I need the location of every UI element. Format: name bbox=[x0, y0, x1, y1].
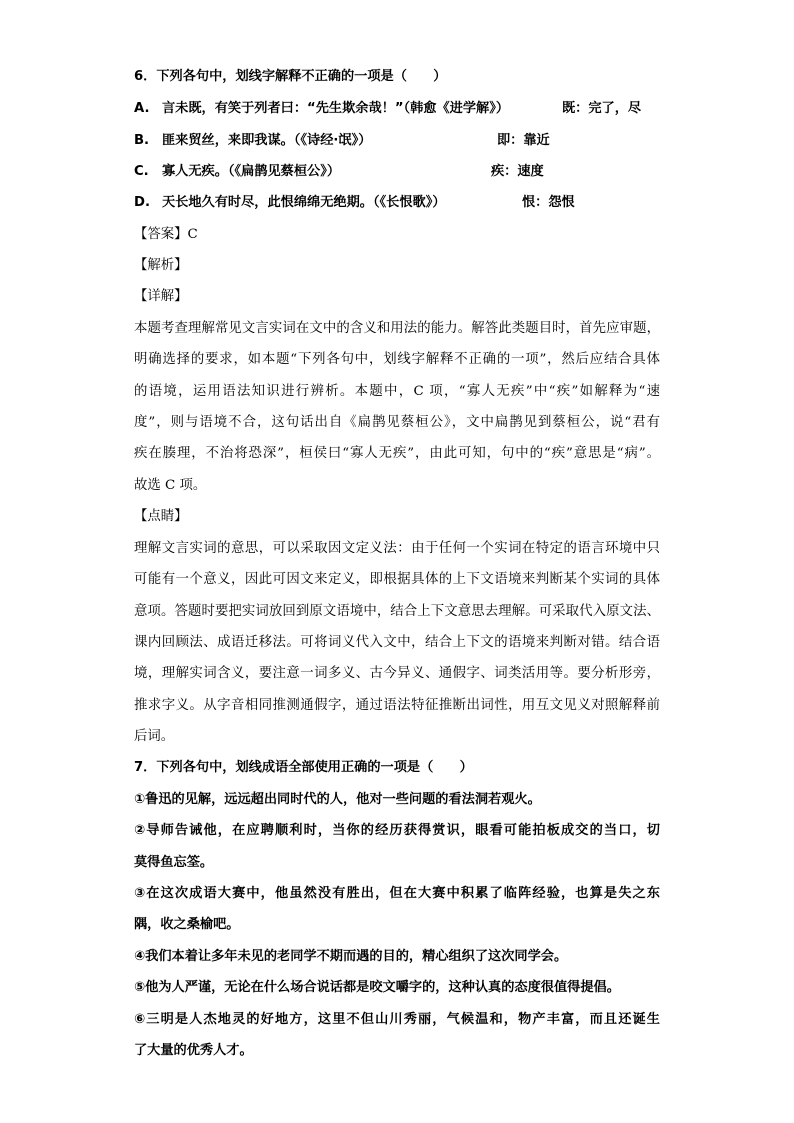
option-text: 言未既，有笑于列者曰：“先生欺余哉！”（韩愈《进学解》） bbox=[162, 101, 510, 116]
q6-analysis-heading: 【解析】 bbox=[134, 258, 188, 273]
q6-detail-line: 故选 C 项。 bbox=[134, 478, 207, 493]
q6-tip-line: 境，理解实词含义，要注意一词多义、古今异义、通假字、词类活用等。要分析形旁， bbox=[134, 666, 660, 681]
option-text: 天长地久有时尽，此恨绵绵无绝期。（《长恨歌》） bbox=[162, 195, 446, 210]
option-letter: D. bbox=[134, 195, 150, 210]
option-letter: B. bbox=[134, 133, 150, 148]
q6-tip-line: 推求字义。从字音相同推测通假字，通过语法特征推断出词性，用互文见义对照解释前 bbox=[134, 698, 660, 713]
q6-answer: 【答案】C bbox=[134, 227, 198, 242]
q7-sentence-line: ⑤他为人严谨，无论在什么场合说话都是咬文嚼字的，这种认真的态度很值得提倡。 bbox=[134, 980, 620, 995]
q7-sentence-line: ⑥三明是人杰地灵的好地方，这里不但山川秀丽，气候温和，物产丰富，而且还诞生 bbox=[134, 1012, 660, 1027]
q6-tip-line: 意项。答题时要把实词放回到原文语境中，结合上下文意思去理解。可采取代入原文法、 bbox=[134, 604, 660, 619]
q6-option-d bbox=[134, 194, 446, 212]
q7-stem: 7．下列各句中，划线成语全部使用正确的一项是（ ） bbox=[134, 760, 473, 775]
option-letter: A. bbox=[134, 101, 150, 116]
q6-tip-line: 理解文言实词的意思，可以采取因文定义法：由于任何一个实词在特定的语言环境中只 bbox=[134, 541, 660, 556]
q7-sentence-line: 隅，收之桑榆吧。 bbox=[134, 917, 240, 932]
option-text: 匪来贸丝，来即我谋。（《诗经·氓》） bbox=[162, 133, 372, 148]
q6-option-a bbox=[134, 100, 509, 118]
q6-tip-heading: 【点睛】 bbox=[134, 509, 188, 524]
q6-detail-line: 本题考查理解常见文言实词在文中的含义和用法的能力。解答此类题目时，首先应审题， bbox=[134, 321, 660, 336]
q6-option-d-gloss: 恨：怨恨 bbox=[522, 195, 575, 210]
q6-detail-heading: 【详解】 bbox=[134, 289, 188, 304]
q6-tip-line: 后词。 bbox=[134, 729, 175, 744]
q7-sentence-line: 莫得鱼忘筌。 bbox=[134, 855, 214, 870]
q7-sentence-line: ④我们本着让多年未见的老同学不期而遇的目的，精心组织了这次同学会。 bbox=[134, 949, 568, 964]
q6-stem: 6．下列各句中，划线字解释不正确的一项是（ ） bbox=[134, 69, 447, 84]
q7-sentence-line: ①鲁迅的见解，远远超出同时代的人，他对一些问题的看法洞若观火。 bbox=[134, 792, 541, 807]
q7-sentence-line: 了大量的优秀人才。 bbox=[134, 1043, 253, 1058]
q6-option-b bbox=[134, 132, 371, 150]
q6-option-a-gloss: 既：完了，尽 bbox=[562, 101, 642, 116]
q7-sentence-line: ③在这次成语大赛中，他虽然没有胜出，但在大赛中积累了临阵经验，也算是失之东 bbox=[134, 886, 660, 901]
q6-detail-line: 的语境，运用语法知识进行辨析。本题中，C 项，“寡人无疾”中“疾”如解释为“速 bbox=[134, 384, 660, 399]
q6-detail-line: 疾在腠理，不治将恐深”，桓侯曰“寡人无疾”，由此可知，句中的“疾”意思是“病”。 bbox=[134, 446, 660, 461]
q6-detail-line: 度”，则与语境不合，这句话出自《扁鹊见蔡桓公》，文中扁鹊见到蔡桓公，说“君有 bbox=[134, 415, 660, 430]
option-letter: C. bbox=[134, 164, 149, 179]
q6-detail-line: 明确选择的要求，如本题“下列各句中，划线字解释不正确的一项”，然后应结合具体 bbox=[134, 352, 660, 367]
q6-option-c bbox=[134, 163, 340, 181]
q6-tip-line: 课内回顾法、成语迁移法。可将词义代入文中，结合上下文的语境来判断对错。结合语 bbox=[134, 635, 660, 650]
option-text: 寡人无疾。（《扁鹊见蔡桓公》） bbox=[162, 164, 341, 179]
q6-tip-line: 可能有一个意义，因此可因文来定义，即根据具体的上下文语境来判断某个实词的具体 bbox=[134, 572, 660, 587]
q6-option-c-gloss: 疾：速度 bbox=[491, 164, 544, 179]
q7-sentence-line: ②导师告诫他，在应聘顺利时，当你的经历获得赏识，眼看可能拍板成交的当口，切 bbox=[134, 823, 660, 838]
q6-option-b-gloss: 即：靠近 bbox=[497, 133, 550, 148]
